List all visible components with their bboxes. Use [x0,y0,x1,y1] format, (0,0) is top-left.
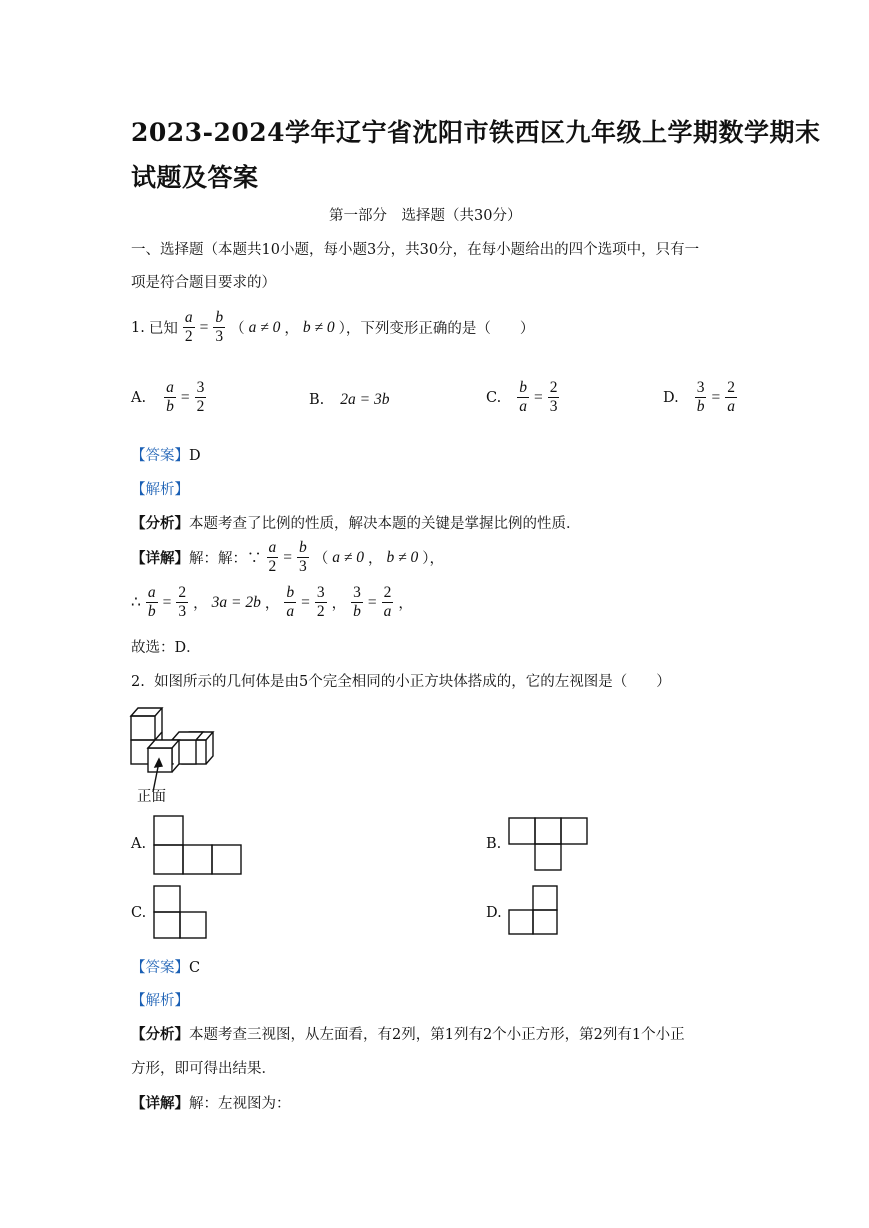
q2-option-a-figure [153,815,245,877]
q1-option-c: C. $\frac{b}{a}$ = $\frac{2}{3}$ [486,379,558,416]
q2-fenxi-line2: 方形，即可得出结果． [131,1061,276,1077]
q1-answer-tag: 【答案】 [131,448,189,464]
q1-detail-expr: 3a = 2b [211,593,261,611]
q1-answer-value: D [189,448,201,464]
q1-option-a: A. $\frac{a}{b}$ = $\frac{3}{2}$ [131,379,205,416]
q1-fraction-b-over-3: $\frac{b}{3}$ [215,309,224,346]
q2-answer: 【答案】C [131,960,201,976]
q2-detail: 【详解】解：左视图为： [131,1095,291,1112]
document-title-line1: 2023-2024学年辽宁省沈阳市铁西区九年级上学期数学期末 [131,118,821,147]
q1-answer [131,444,201,465]
q1-detail-line2: ∴ $\frac{a}{b}$ = $\frac{2}{3}$ ， 3a = 2b ， $\frac{b}{a}$ = $\frac{3}{2}$ ， $\frac{3}{b}$ = $\frac{2}{a}$ ， [131,584,413,621]
q2-fenxi-line1: 【分析】本题考查三视图，从左面看，有2列，第1列有2个小正方形，第2列有1个小正 [131,1026,685,1043]
q1-detail-line1: 【详解】 解：解：∵ $\frac{a}{2}$ = $\frac{b}{3}$ （ a ≠ 0 ， b ≠ 0 ）， [131,539,445,576]
q2-option-d-label: D. [486,905,502,921]
q2-option-d-figure [508,885,562,939]
q2-option-a-label: A. [131,836,147,852]
document-title-line2: 试题及答案 [131,163,259,192]
q2-front-label: 正面 [137,789,166,805]
part-heading: 第一部分 选择题（共30分） [329,208,522,224]
q1-condition-a: a ≠ 0 [248,318,281,336]
q1-number: 1. [131,319,145,336]
q1-condition-b: b ≠ 0 [302,318,335,336]
q2-option-b-figure [508,817,590,873]
section-intro-line2: 项是符合题目要求的） [131,275,276,291]
q2-option-b-label: B. [486,836,502,852]
q1-conclusion: 故选：D． [131,640,201,656]
q1-fraction-a-over-2: $\frac{a}{2}$ [184,309,193,346]
q1-option-b: B. 2a = 3b [309,391,390,408]
q1-analysis-tag: 【解析】 [131,482,189,498]
q2-analysis-tag: 【解析】 [131,993,189,1009]
q2-stem: 2. 如图所示的几何体是由5个完全相同的小正方块体搭成的，它的左视图是（ ） [131,674,671,690]
q1-option-b-expr: 2a = 3b [340,391,390,408]
q1-lead: 已知 [148,321,178,338]
q1-fenxi: 【分析】本题考查了比例的性质，解决本题的关键是掌握比例的性质． [131,515,581,532]
q1-option-d: D. $\frac{3}{b}$ = $\frac{2}{a}$ [663,379,735,416]
q2-option-c-label: C. [131,905,147,921]
q1-stem: 1. 已知 $\frac{a}{2}$ = $\frac{b}{3}$ （ a ≠ 0 ， b ≠ 0 ），下列变形正确的是（ ） [131,309,535,346]
section-intro-line1: 一、选择题（本题共10小题，每小题3分，共30分，在每小题给出的四个选项中，只有一 [131,242,700,258]
q2-option-c-figure [153,885,211,941]
q2-answer-value: C [189,960,201,976]
